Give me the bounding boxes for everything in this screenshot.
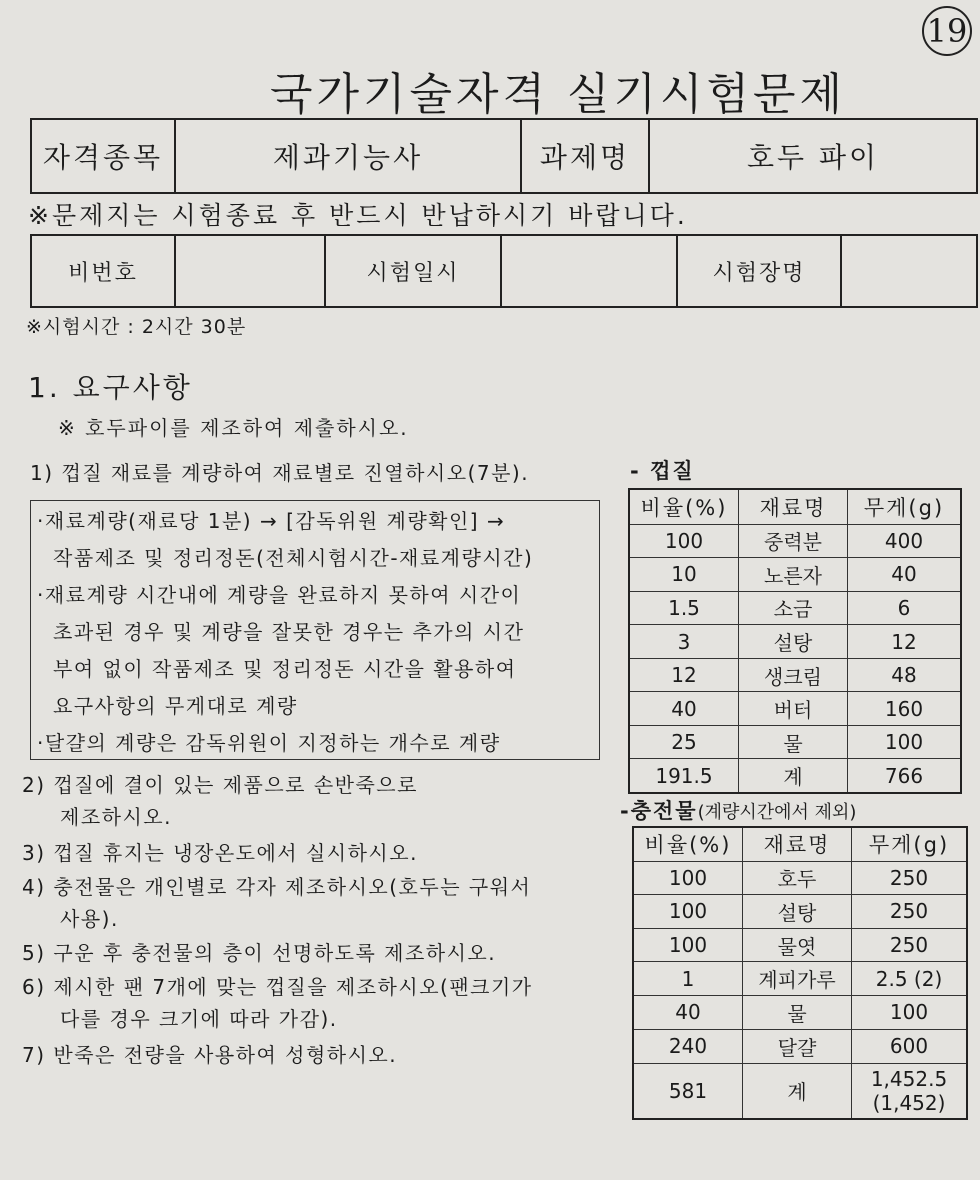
box-line: ·재료계량(재료당 1분) → [감독위원 계량확인] → (37, 509, 506, 533)
box-line: 초과된 경우 및 계량을 잘못한 경우는 추가의 시간 (53, 620, 525, 644)
filling-cell: 설탕 (743, 895, 852, 929)
table-row (629, 558, 961, 592)
requirement-6: 6) 제시한 팬 7개에 맞는 껍질을 제조하시오(팬크기가 (22, 975, 533, 999)
filling-cell: 100 (633, 861, 743, 895)
table-row (629, 658, 961, 692)
crust-cell: 191.5 (629, 759, 739, 793)
crust-cell: 25 (629, 725, 739, 759)
filling-cell: 40 (633, 996, 743, 1030)
filling-cell: 250 (852, 861, 968, 895)
crust-cell: 소금 (739, 591, 848, 625)
filling-cell: 달걀 (743, 1029, 852, 1063)
filling-table (632, 826, 968, 1120)
filling-cell: 100 (633, 895, 743, 929)
filling-header-name: 재료명 (743, 827, 852, 861)
requirement-5: 5) 구운 후 충전물의 층이 선명하도록 제조하시오. (22, 941, 497, 965)
requirement-6-cont: 다를 경우 크기에 따라 가감). (60, 1007, 338, 1031)
page-number: 19 (926, 12, 968, 50)
crust-cell: 48 (848, 658, 962, 692)
crust-cell: 100 (848, 725, 962, 759)
requirement-4: 4) 충전물은 개인별로 각자 제조하시오(호두는 구워서 (22, 875, 532, 899)
box-line: ·재료계량 시간내에 계량을 완료하지 못하여 시간이 (37, 583, 522, 607)
crust-cell: 12 (629, 658, 739, 692)
crust-header-weight: 무게(g) (848, 489, 962, 524)
id-field (175, 235, 325, 307)
filling-cell: 물엿 (743, 928, 852, 962)
filling-cell: 250 (852, 895, 968, 929)
crust-cell: 6 (848, 591, 962, 625)
page-number-badge (922, 6, 972, 56)
qualification-value: 제과기능사 (175, 119, 521, 193)
place-field (841, 235, 977, 307)
filling-header-ratio: 비율(%) (633, 827, 743, 861)
requirement-3: 3) 껍질 휴지는 냉장온도에서 실시하시오. (22, 841, 418, 865)
filling-cell: 물 (743, 996, 852, 1030)
filling-cell: 1 (633, 962, 743, 996)
section-title: 1. 요구사항 (28, 371, 193, 404)
box-line: 부여 없이 작품제조 및 정리정돈 시간을 활용하여 (53, 657, 517, 681)
crust-cell: 중력분 (739, 524, 848, 558)
exam-info-table (30, 234, 978, 308)
filling-cell: 계 (743, 1063, 852, 1119)
exam-header-table (30, 118, 978, 194)
filling-cell: 2.5 (2) (852, 962, 968, 996)
filling-cell: 계피가루 (743, 962, 852, 996)
crust-cell: 10 (629, 558, 739, 592)
date-label: 시험일시 (325, 235, 501, 307)
filling-table-label: -충전물 (620, 799, 698, 823)
place-label: 시험장명 (677, 235, 841, 307)
box-line: 요구사항의 무게대로 계량 (53, 694, 298, 718)
table-row (633, 895, 967, 929)
table-row (629, 692, 961, 726)
crust-cell: 노른자 (739, 558, 848, 592)
exam-time: ※시험시간 : 2시간 30분 (26, 316, 247, 338)
requirement-1: 1) 껍질 재료를 계량하여 재료별로 진열하시오(7분). (30, 461, 530, 485)
filling-cell: 240 (633, 1029, 743, 1063)
id-label: 비번호 (31, 235, 175, 307)
filling-cell: 호두 (743, 861, 852, 895)
date-field (501, 235, 677, 307)
table-row (629, 725, 961, 759)
return-notice: ※문제지는 시험종료 후 반드시 반납하시기 바랍니다. (28, 201, 688, 230)
filling-table-label-wrap (620, 795, 856, 825)
task-label: 과제명 (521, 119, 649, 193)
crust-cell: 생크림 (739, 658, 848, 692)
table-row (629, 524, 961, 558)
filling-total-weight-1: 1,452.5 (870, 1066, 948, 1091)
table-row-total (633, 1063, 967, 1119)
task-value: 호두 파이 (649, 119, 977, 193)
filling-total-weight-2: (1,452) (872, 1090, 946, 1115)
filling-cell: 581 (633, 1063, 743, 1119)
table-row (629, 625, 961, 659)
filling-cell: 250 (852, 928, 968, 962)
filling-cell: 100 (852, 996, 968, 1030)
qualification-label: 자격종목 (31, 119, 175, 193)
requirement-7: 7) 반죽은 전량을 사용하여 성형하시오. (22, 1043, 398, 1067)
table-row (633, 928, 967, 962)
table-row (629, 591, 961, 625)
section-subtitle: ※ 호두파이를 제조하여 제출하시오. (58, 416, 409, 440)
crust-cell: 1.5 (629, 591, 739, 625)
table-row (633, 996, 967, 1030)
crust-cell: 400 (848, 524, 962, 558)
table-row (633, 861, 967, 895)
filling-header-weight: 무게(g) (852, 827, 968, 861)
crust-cell: 40 (848, 558, 962, 592)
crust-cell: 160 (848, 692, 962, 726)
crust-cell: 버터 (739, 692, 848, 726)
crust-cell: 766 (848, 759, 962, 793)
crust-cell: 계 (739, 759, 848, 793)
box-line: ·달걀의 계량은 감독위원이 지정하는 개수로 계량 (37, 731, 501, 755)
crust-cell: 3 (629, 625, 739, 659)
table-row (633, 962, 967, 996)
filling-total-weight (852, 1063, 968, 1119)
filling-table-note: (계량시간에서 제외) (697, 802, 857, 823)
requirement-4-cont: 사용). (60, 907, 119, 931)
crust-cell: 100 (629, 524, 739, 558)
table-row (633, 1029, 967, 1063)
crust-cell: 물 (739, 725, 848, 759)
requirement-2: 2) 껍질에 결이 있는 제품으로 손반죽으로 (22, 773, 418, 797)
crust-table (628, 488, 962, 794)
crust-cell: 설탕 (739, 625, 848, 659)
crust-cell: 12 (848, 625, 962, 659)
page-title: 국가기술자격 실기시험문제 (270, 69, 847, 120)
box-line: 작품제조 및 정리정돈(전체시험시간-재료계량시간) (53, 546, 534, 570)
weighing-rules-box (30, 500, 600, 760)
crust-table-label: - 껍질 (630, 459, 695, 483)
requirement-2-cont: 제조하시오. (60, 805, 172, 829)
crust-header-ratio: 비율(%) (629, 489, 739, 524)
crust-cell: 40 (629, 692, 739, 726)
filling-cell: 100 (633, 928, 743, 962)
crust-header-name: 재료명 (739, 489, 848, 524)
filling-cell: 600 (852, 1029, 968, 1063)
table-row-total (629, 759, 961, 793)
